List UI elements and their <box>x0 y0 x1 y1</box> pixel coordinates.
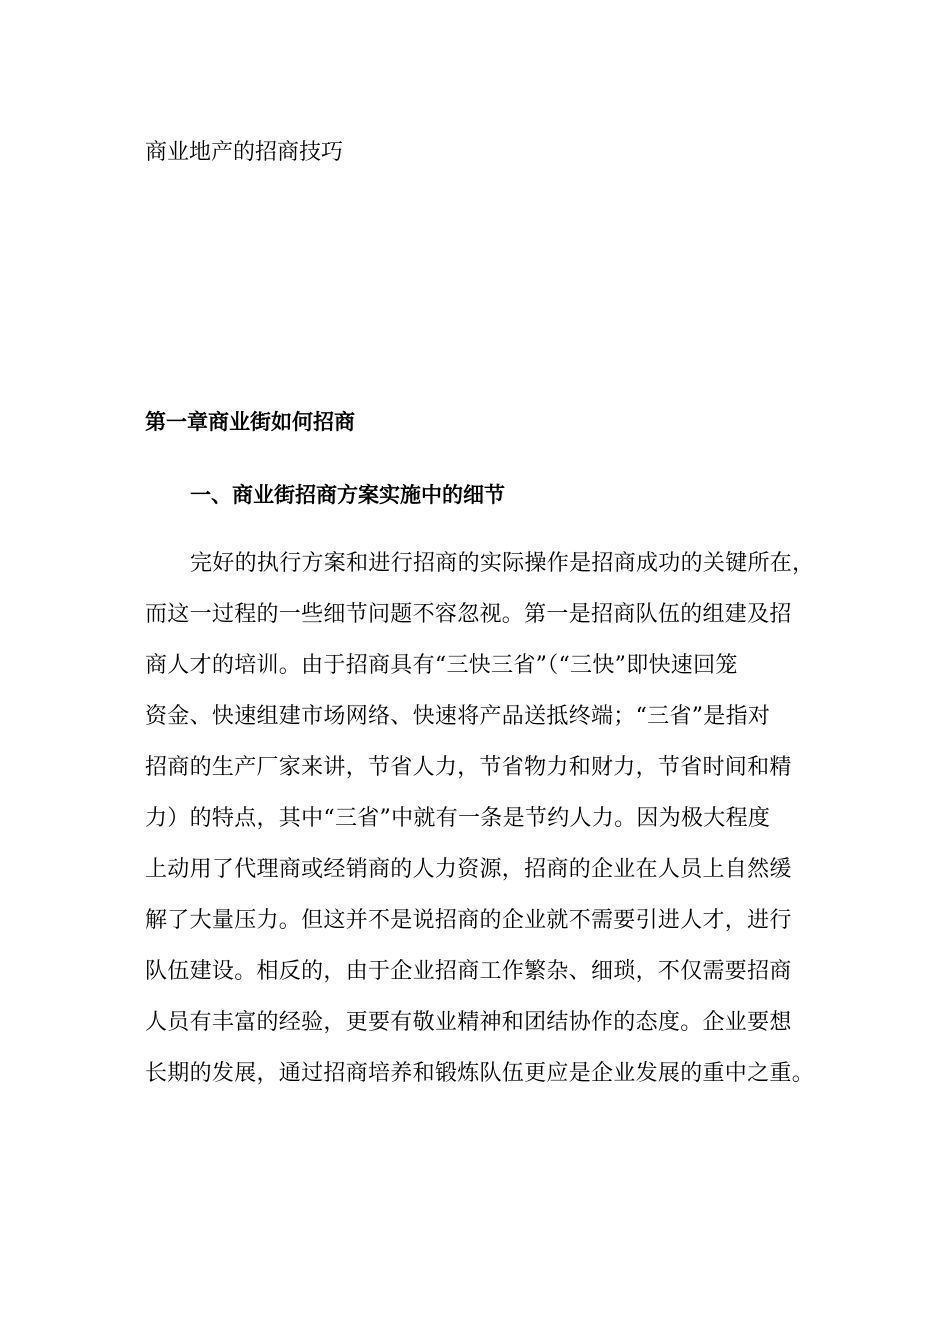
paragraph-line: 商人才的培训。由于招商具有“三快三省”（“三快”即快速回笼 <box>145 653 738 678</box>
paragraph-line: 资金、快速组建市场网络、快速将产品送抵终端；“三省”是指对 <box>145 704 771 729</box>
document-title: 商业地产的招商技巧 <box>145 140 344 165</box>
body-paragraph <box>145 548 815 1109</box>
paragraph-line: 上动用了代理商或经销商的人力资源，招商的企业在人员上自然缓 <box>145 857 792 882</box>
paragraph-line: 长期的发展，通过招商培养和锻炼队伍更应是企业发展的重中之重。 <box>145 1061 815 1086</box>
paragraph-line: 人员有丰富的经验，更要有敬业精神和团结协作的态度。企业要想 <box>145 1010 792 1035</box>
paragraph-line: 完好的执行方案和进行招商的实际操作是招商成功的关键所在， <box>190 551 815 576</box>
paragraph-line: 队伍建设。相反的，由于企业招商工作繁杂、细琐，不仅需要招商 <box>145 959 792 984</box>
paragraph-line: 解了大量压力。但这并不是说招商的企业就不需要引进人才，进行 <box>145 908 792 933</box>
paragraph-line: 力）的特点，其中“三省”中就有一条是节约人力。因为极大程度 <box>145 806 771 831</box>
paragraph-line: 而这一过程的一些细节问题不容忽视。第一是招商队伍的组建及招 <box>145 602 792 627</box>
section-heading: 一、商业街招商方案实施中的细节 <box>190 482 505 507</box>
chapter-heading: 第一章商业街如何招商 <box>145 409 355 434</box>
paragraph-line: 招商的生产厂家来讲，节省人力，节省物力和财力，节省时间和精 <box>145 755 792 780</box>
